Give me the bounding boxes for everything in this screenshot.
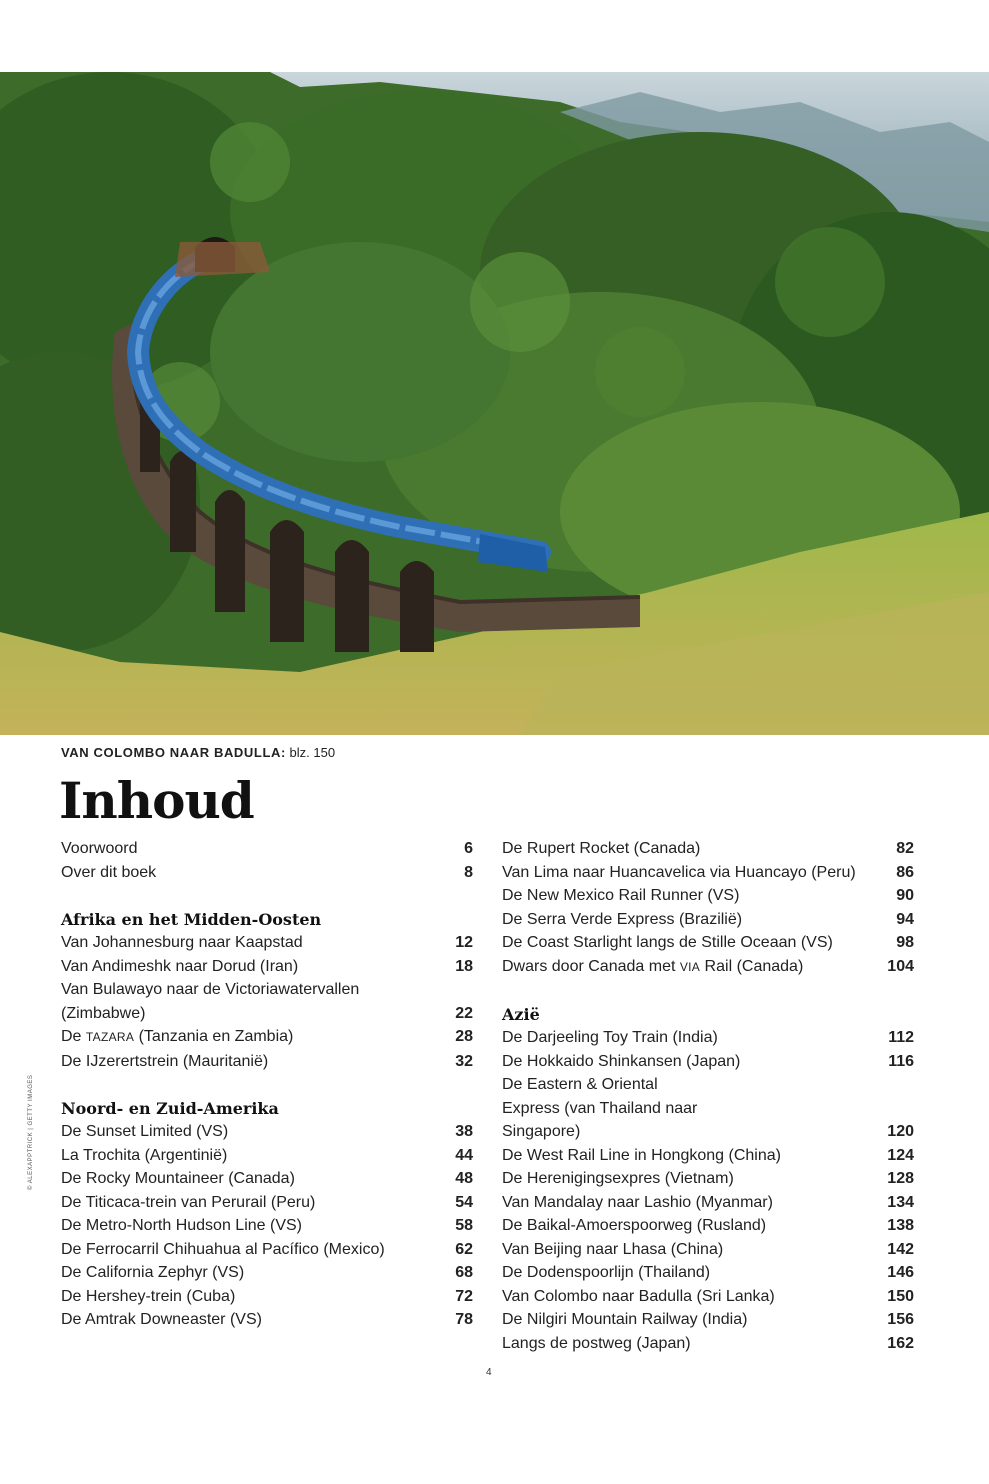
toc-entry-page: 156 <box>887 1311 914 1328</box>
toc-entry[interactable] <box>502 1167 914 1191</box>
toc-entry-name: De New Mexico Rail Runner (VS) <box>502 887 740 904</box>
toc-entry-page: 98 <box>896 934 914 951</box>
caption-label: VAN COLOMBO NAAR BADULLA: <box>61 745 286 760</box>
toc-entry-name: La Trochita (Argentinië) <box>61 1146 228 1164</box>
section-heading-asia: Azië <box>502 1004 540 1024</box>
toc-entry-name: De Rupert Rocket (Canada) <box>502 840 701 857</box>
toc-entry-name: Van Colombo naar Badulla (Sri Lanka) <box>502 1287 775 1305</box>
toc-entry-name: De TAZARA (Tanzania en Zambia) <box>61 1028 294 1045</box>
toc-entry-page: 78 <box>455 1311 473 1328</box>
toc-entry-name: De Serra Verde Express (Brazilië) <box>502 910 743 928</box>
toc-entry-name: Langs de postweg (Japan) <box>502 1334 691 1352</box>
toc-entry-name: De Hokkaido Shinkansen (Japan) <box>502 1052 741 1070</box>
toc-entry-page: 104 <box>887 957 914 975</box>
toc-entry[interactable] <box>502 1238 914 1262</box>
toc-entry[interactable] <box>502 1332 914 1356</box>
toc-entry-name: De Dodenspoorlijn (Thailand) <box>502 1264 711 1281</box>
toc-entry-page: 22 <box>455 1004 473 1022</box>
toc-entry[interactable] <box>61 1214 473 1238</box>
toc-entry-name: Van Mandalay naar Lashio (Myanmar) <box>502 1193 773 1211</box>
toc-entry-name: De Nilgiri Mountain Railway (India) <box>502 1311 748 1328</box>
toc-entry-name: De West Rail Line in Hongkong (China) <box>502 1146 781 1164</box>
toc-entry[interactable] <box>502 1026 914 1050</box>
toc-entry-page: 62 <box>455 1240 473 1258</box>
toc-entry-page: 72 <box>455 1287 473 1305</box>
toc-entry[interactable] <box>502 1191 914 1215</box>
toc-entry-page: 6 <box>464 840 473 857</box>
toc-entry-name: De Ferrocarril Chihuahua al Pacífico (Mexico) <box>61 1240 385 1258</box>
toc-entry-name: De California Zephyr (VS) <box>61 1264 245 1281</box>
toc-entry[interactable] <box>61 1025 473 1050</box>
toc-entry[interactable] <box>61 1308 473 1332</box>
toc-entry-page: 18 <box>455 957 473 975</box>
toc-entry-page: 112 <box>888 1029 914 1046</box>
toc-entry[interactable] <box>502 1308 914 1332</box>
toc-entry[interactable] <box>502 908 914 932</box>
toc-entry[interactable] <box>61 861 473 885</box>
toc-entry-page: 48 <box>455 1170 473 1187</box>
toc-entry[interactable] <box>61 1238 473 1262</box>
toc-entry-page: 142 <box>887 1240 914 1258</box>
toc-entry-page: 94 <box>896 910 914 928</box>
toc-entry-name: Voorwoord <box>61 840 138 857</box>
toc-entry[interactable] <box>61 1050 473 1074</box>
toc-entry[interactable] <box>502 955 914 980</box>
toc-entry-name: Dwars door Canada met VIA Rail (Canada) <box>502 957 804 975</box>
toc-entry[interactable] <box>61 931 473 955</box>
toc-entry[interactable] <box>502 837 914 861</box>
toc-entry-page: 134 <box>887 1193 914 1211</box>
toc-entry-page: 138 <box>887 1217 914 1234</box>
toc-entry-page: 128 <box>887 1170 914 1187</box>
toc-entry-name: De Hershey-trein (Cuba) <box>61 1287 236 1305</box>
toc-entry[interactable] <box>61 1191 473 1215</box>
toc-entry[interactable] <box>61 955 473 979</box>
toc-entry-page: 150 <box>887 1287 914 1305</box>
toc-entry-name: De Darjeeling Toy Train (India) <box>502 1029 718 1046</box>
toc-entry[interactable] <box>61 1120 473 1144</box>
toc-entry-page: 38 <box>455 1123 473 1140</box>
toc-entry-name: De Coast Starlight langs de Stille Oceaan (VS) <box>502 934 833 951</box>
caption-page-ref: blz. 150 <box>285 745 336 760</box>
toc-right-column <box>502 837 914 1355</box>
toc-entry[interactable] <box>502 1144 914 1168</box>
toc-entry[interactable] <box>502 884 914 908</box>
toc-entry-name: De Titicaca-trein van Perurail (Peru) <box>61 1193 316 1211</box>
toc-left-column <box>61 837 473 1332</box>
toc-entry-page: 58 <box>455 1217 473 1234</box>
toc-entry-page: 32 <box>455 1052 473 1070</box>
toc-entry-page: 68 <box>455 1264 473 1281</box>
toc-entry[interactable] <box>502 1285 914 1309</box>
toc-entry-name: De Herenigingsexpres (Vietnam) <box>502 1170 734 1187</box>
toc-entry-page: 124 <box>887 1146 914 1164</box>
toc-entry[interactable] <box>61 837 473 861</box>
toc-entry-name: De Metro-North Hudson Line (VS) <box>61 1217 302 1234</box>
toc-entry-name: De Sunset Limited (VS) <box>61 1123 229 1140</box>
toc-entry-page: 82 <box>896 840 914 857</box>
toc-entry-name: De Baikal-Amoerspoorweg (Rusland) <box>502 1217 767 1234</box>
toc-entry-name: Van Bulawayo naar de Victoriawatervallen (Zimbabwe) <box>61 981 360 1022</box>
toc-entry-name: Van Lima naar Huancavelica via Huancayo (Peru) <box>502 863 856 881</box>
toc-entry-name: De Rocky Mountaineer (Canada) <box>61 1170 295 1187</box>
section-heading-africa: Afrika en het Midden-Oosten <box>61 909 322 929</box>
toc-entry-page: 28 <box>455 1028 473 1045</box>
toc-entry[interactable] <box>502 1050 914 1074</box>
toc-entry-name: Van Andimeshk naar Dorud (Iran) <box>61 957 299 975</box>
toc-entry[interactable] <box>61 1167 473 1191</box>
toc-entry-name: Van Johannesburg naar Kaapstad <box>61 934 303 951</box>
toc-entry-page: 120 <box>887 1123 914 1140</box>
toc-entry-name: De Eastern & Oriental Express (van Thailand naar Singapore) <box>502 1076 698 1140</box>
photo-credit: © ALEXAPPTRICK | GETTY IMAGES <box>28 1074 34 1190</box>
toc-entry[interactable] <box>61 978 473 1025</box>
toc-entry-name: De IJzerertstrein (Mauritanië) <box>61 1052 269 1070</box>
page-title: Inhoud <box>59 771 254 830</box>
page-number: 4 <box>486 1367 492 1378</box>
toc-entry[interactable] <box>61 1144 473 1168</box>
toc-entry-name: Over dit boek <box>61 863 157 881</box>
toc-entry[interactable] <box>502 1073 914 1144</box>
toc-entry[interactable] <box>502 1214 914 1238</box>
toc-entry-page: 44 <box>455 1146 473 1164</box>
toc-entry-name: De Amtrak Downeaster (VS) <box>61 1311 262 1328</box>
photo-caption <box>61 745 335 760</box>
toc-entry[interactable] <box>502 931 914 955</box>
section-heading-america: Noord- en Zuid-Amerika <box>61 1098 279 1118</box>
toc-entry-page: 8 <box>464 863 473 881</box>
toc-entry[interactable] <box>61 1261 473 1285</box>
toc-entry-page: 12 <box>455 934 473 951</box>
toc-entry[interactable] <box>502 1261 914 1285</box>
toc-entry[interactable] <box>502 861 914 885</box>
toc-entry-name: Van Beijing naar Lhasa (China) <box>502 1240 724 1258</box>
toc-entry-page: 116 <box>888 1052 914 1070</box>
train-on-viaduct-photo <box>0 72 989 735</box>
toc-entry-page: 54 <box>455 1193 473 1211</box>
toc-entry[interactable] <box>61 1285 473 1309</box>
toc-entry-page: 162 <box>887 1334 914 1352</box>
toc-entry-page: 146 <box>887 1264 914 1281</box>
toc-entry-page: 90 <box>896 887 914 904</box>
toc-entry-page: 86 <box>896 863 914 881</box>
